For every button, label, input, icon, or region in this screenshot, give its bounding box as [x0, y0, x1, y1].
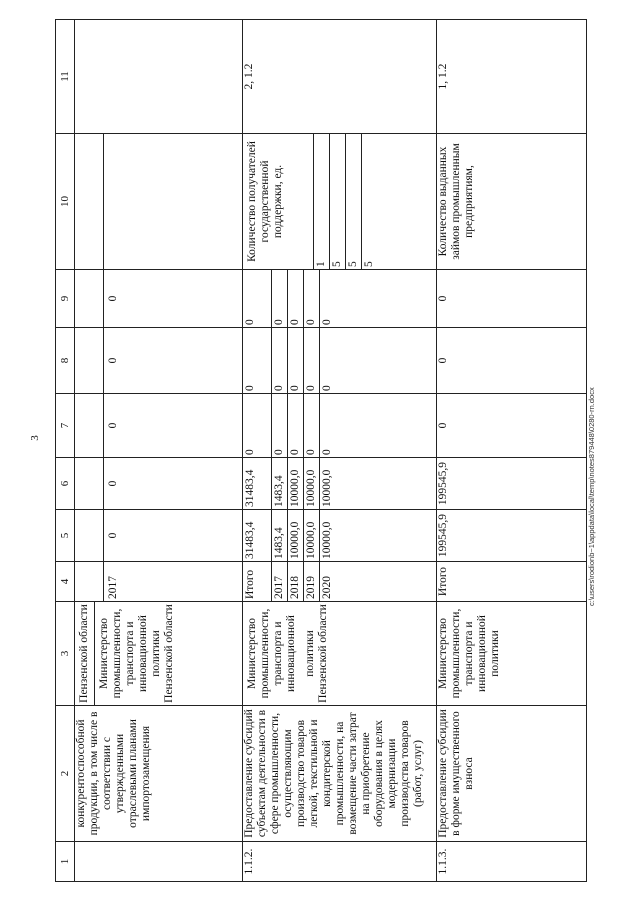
- page-number: 3: [29, 435, 41, 441]
- value-6-cell: 31483,4 1483,4 10000,0 10000,0 10000,0: [243, 458, 437, 510]
- table-row: [75, 20, 243, 882]
- value-5-cell: 31483,4 1483,4 10000,0 10000,0 10000,0: [243, 510, 437, 562]
- executor-ministry: Министерство промышленности, транспорта и инновационной: [246, 608, 297, 699]
- value-7: 0: [437, 394, 587, 458]
- col-header-4: 4: [56, 562, 75, 602]
- value-6: 0: [75, 458, 243, 510]
- task-reference: 2, 1.2: [243, 20, 437, 134]
- col-header-11: 11: [56, 20, 75, 134]
- table-row: [437, 20, 587, 882]
- year-cell: 2017: [75, 562, 243, 602]
- row-number: 1.1.3.: [437, 842, 587, 882]
- total-label: Итого: [244, 569, 256, 599]
- col-header-5: 5: [56, 510, 75, 562]
- value-8-cell: 0 0 0 0 0: [243, 328, 437, 394]
- col-header-10: 10: [56, 134, 75, 270]
- year-cell: [243, 562, 437, 602]
- col-header-9: 9: [56, 270, 75, 328]
- value-7-cell: 0 0 0 0 0: [243, 394, 437, 458]
- executor-ministry: Министерство промышленности, транспорта и инновационной политики Пензенской области: [98, 604, 175, 703]
- value-5: 0: [75, 510, 243, 562]
- value-8: 0: [75, 328, 243, 394]
- value-9-cell: 0 0 0 0 0: [243, 270, 437, 328]
- total-label: Итого: [437, 562, 587, 602]
- cell-empty: [75, 20, 243, 134]
- executor-region-cont: Пензенской области: [75, 602, 95, 705]
- cell-empty: [75, 842, 243, 882]
- row-number: 1.1.2.: [243, 842, 437, 882]
- program-table: [55, 19, 587, 882]
- executor-cell: [243, 602, 437, 706]
- executor-cell: [75, 602, 243, 706]
- measure-description-cont: конкурентоспособной продукции, в том числе в соответствии с утвержденными отраслевыми планами импортозамещения: [75, 706, 243, 842]
- indicator-label: Количество выданных займов промышленным предприятиям,: [437, 134, 587, 270]
- col-header-6: 6: [56, 458, 75, 510]
- indicator-cell: Количество получателей государственной поддержки, ед. 1 5 5 5: [243, 134, 437, 270]
- executor-ministry: Министерство промышленности, транспорта и инновационной политики: [437, 602, 587, 706]
- indicator-empty: [75, 134, 243, 270]
- year-2020: 2020: [321, 576, 333, 599]
- indicator-label: Количество получателей государственной поддержки, ед.: [246, 141, 284, 262]
- value-9: 0: [75, 270, 243, 328]
- value-9: 0: [437, 270, 587, 328]
- measure-description: Предоставление субсидий субъектам деятельности в сфере промышленности, осуществляющим производство товаров легкой, текстильной и кондитерской промышленности, на возмещение части затрат на приобретение оборудования в целях модернизации производства товаров (работ, услуг): [243, 706, 437, 842]
- col-header-8: 8: [56, 328, 75, 394]
- value-7: 0: [75, 394, 243, 458]
- col-header-3: 3: [56, 602, 75, 706]
- table-row: [243, 20, 437, 882]
- header-row: [56, 20, 75, 882]
- measure-description: Предоставление субсидии в форме имущественного взноса: [437, 706, 587, 842]
- col-header-1: 1: [56, 842, 75, 882]
- rotated-table-container: [55, 20, 585, 882]
- col-header-7: 7: [56, 394, 75, 458]
- year-2018: 2018: [288, 562, 304, 601]
- task-reference: 1, 1.2: [437, 20, 587, 134]
- file-path-footer: c:\users\rodionb~1\appdata\local\temp\notes879448\0280-rn.docx: [587, 387, 596, 606]
- value-8: 0: [437, 328, 587, 394]
- col-header-2: 2: [56, 706, 75, 842]
- value-5: 199545,9: [437, 510, 587, 562]
- year-2017: 2017: [272, 562, 288, 601]
- value-6: 199545,9: [437, 458, 587, 510]
- year-2019: 2019: [304, 562, 320, 601]
- executor-region: политики Пензенской области: [304, 604, 329, 703]
